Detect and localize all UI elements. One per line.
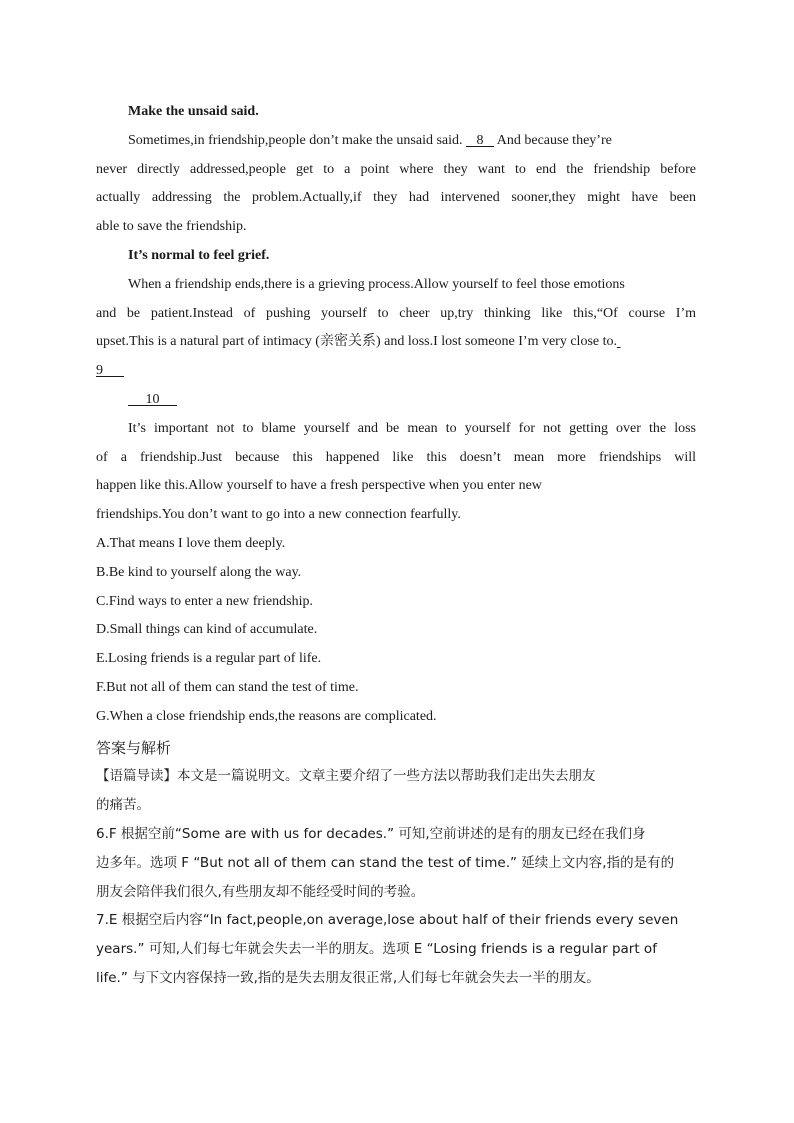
paragraph-line: happen like this.Allow yourself to have a fresh perspective when you enter new — [96, 478, 542, 494]
paragraph-line: of a friendship.Just because this happened like this doesn’t mean more friendships will — [96, 449, 696, 465]
blank-underline — [617, 328, 621, 357]
document-page — [96, 98, 696, 993]
paragraph-line — [96, 357, 696, 386]
paragraph-line: able to save the friendship. — [96, 219, 247, 235]
paragraph-line: When a friendship ends,there is a grieving process.Allow yourself to feel those emotions — [128, 276, 625, 292]
heading-make-unsaid-said: Make the unsaid said. — [128, 104, 259, 119]
intro-line: 的痛苦。 — [96, 797, 150, 814]
answer-6-line: 边多年。选项 F “But not all of them can stand the test of time.” 延续上文内容,指的是有的 — [96, 854, 675, 871]
option-c: C.Find ways to enter a new friendship. — [96, 593, 313, 609]
paragraph-line: friendships.You don’t want to go into a new connection fearfully. — [96, 507, 461, 523]
option-d: D.Small things can kind of accumulate. — [96, 622, 318, 638]
paragraph-line: and be patient.Instead of pushing yourself to cheer up,try thinking like this,“Of course I’m — [96, 305, 696, 321]
paragraph-line — [96, 386, 696, 415]
option-a: A.That means I love them deeply. — [96, 535, 286, 551]
paragraph-line: It’s important not to blame yourself and be mean to yourself for not getting over the loss — [128, 420, 696, 436]
text-run: 本文是一篇说明文。文章主要介绍了一些方法以帮助我们走出失去朋友 — [177, 768, 596, 785]
blank-9: 9 — [96, 363, 103, 379]
option-b: B.Be kind to yourself along the way. — [96, 564, 302, 580]
text-run: And because they’re — [494, 132, 612, 148]
answer-6-line: 朋友会陪伴我们很久,有些朋友却不能经受时间的考验。 — [96, 883, 425, 900]
heading-normal-to-feel-grief: It’s normal to feel grief. — [128, 247, 270, 263]
answers-title: 答案与解析 — [96, 738, 172, 757]
blank-10: 10 — [145, 391, 160, 407]
paragraph-line — [96, 328, 696, 357]
option-f: F.But not all of them can stand the test of time. — [96, 679, 359, 695]
paragraph-line — [96, 127, 696, 156]
answer-7-line: life.” 与下文内容保持一致,指的是失去朋友很正常,人们每七年就会失去一半的朋友。 — [96, 969, 600, 986]
intro-label: 【语篇导读】 — [96, 768, 177, 785]
answer-6-line: 6.F 根据空前“Some are with us for decades.” 可知,空前讲述的是有的朋友已经在我们身 — [96, 825, 646, 842]
paragraph-line: actually addressing the problem.Actually,if they had intervened sooner,they might have been — [96, 190, 696, 206]
option-g: G.When a close friendship ends,the reasons are complicated. — [96, 708, 437, 724]
option-e: E.Losing friends is a regular part of life. — [96, 651, 322, 667]
answer-7-line: 7.E 根据空后内容“In fact,people,on average,lose about half of their friends every seven — [96, 912, 679, 929]
paragraph-line: never directly addressed,people get to a point where they want to end the friendship before — [96, 161, 696, 177]
intro-line — [96, 762, 696, 791]
answer-7-line: years.” 可知,人们每七年就会失去一半的朋友。选项 E “Losing friends is a regular part of — [96, 941, 657, 958]
blank-8: 8 — [476, 132, 484, 148]
text-run: upset.This is a natural part of intimacy (亲密关系) and loss.I lost someone I’m very close to. — [96, 334, 618, 350]
text-run: Sometimes,in friendship,people don’t make the unsaid said. — [128, 132, 463, 148]
